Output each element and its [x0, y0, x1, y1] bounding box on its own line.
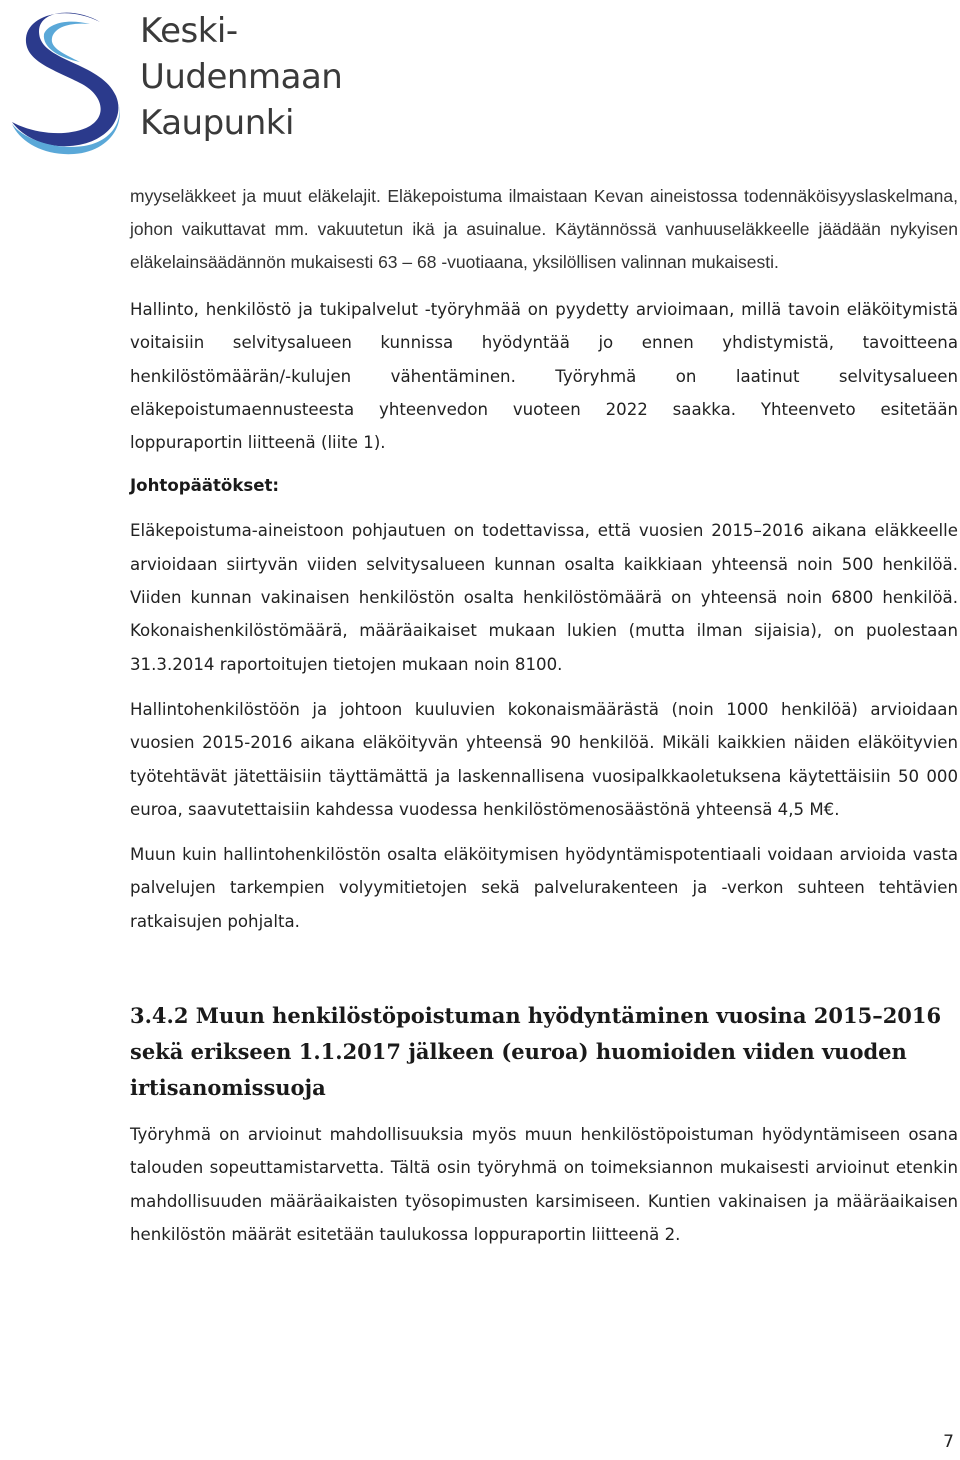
logo-line-2: Uudenmaan	[140, 57, 343, 97]
paragraph-working-group: Hallinto, henkilöstö ja tukipalvelut -työryhmää on pyydetty arvioimaan, millä tavoin eläköitymistä voitaisiin selvitysalueen kunnissa hyödyntää jo ennen yhdistymistä, tavoitteena henkilöstömäärän/-kulujen vähentäminen. Työryhmä on laatinut selvitysalueen eläkepoistumaennusteesta yhteenvedon vuoteen 2022 saakka. Yhteenveto esitetään loppuraportin liitteenä (liite 1).	[130, 300, 958, 453]
page-number: 7	[943, 1432, 954, 1452]
paragraph-pension-types: myyseläkkeet ja muut eläkelajit. Eläkepoistuma ilmaistaan Kevan aineistossa todennäköisyyslaskelmana, johon vaikuttavat mm. vakuutetun ikä ja asuinalue. Käytännössä vanhuuseläkkeelle jäädään nykyisen eläkelainsäädännön mukaisesti 63 – 68 -vuotiaana, yksilöllisen valinnan mukaisesti.	[130, 186, 958, 272]
paragraph-fixed-term-contracts: Työryhmä on arvioinut mahdollisuuksia myös muun henkilöstöpoistuman hyödyntämiseen osana talouden sopeuttamistarvetta. Tältä osin työryhmä on toimeksiannon mukaisesti arvioinut etenkin mahdollisuuden määräaikaisten työsopimusten karsimiseen. Kuntien vakinaisen ja määräaikaisen henkilöstön määrät esitetään taulukossa loppuraportin liitteenä 2.	[130, 1125, 958, 1244]
paragraph-admin-staff: Hallintohenkilöstöön ja johtoon kuuluvien kokonaismäärästä (noin 1000 henkilöä) arvioidaan vuosien 2015-2016 aikana eläköityvän yhteensä 90 henkilöä. Mikäli kaikkien näiden eläköityvien työtehtävät jätettäisiin täyttämättä ja laskennallisena vuosipalkkaoletuksena käytettäisiin 50 000 euroa, saavutettaisiin kahdessa vuodessa henkilöstömenosäästönä yhteensä 4,5 M€.	[130, 699, 958, 819]
logo-line-3: Kaupunki	[140, 103, 294, 143]
conclusions-heading: Johtopäätökset:	[130, 476, 280, 496]
swoosh-logo-icon	[4, 4, 134, 156]
paragraph-other-staff: Muun kuin hallintohenkilöstön osalta eläköitymisen hyödyntämispotentiaali voidaan arvioida vasta palvelujen tarkempien volyymitietojen sekä palvelurakenteen ja -verkon suhteen tehtävien ratkaisujen pohjalta.	[130, 845, 958, 931]
section-heading-3-4-2: 3.4.2 Muun henkilöstöpoistuman hyödyntäminen vuosina 2015–2016 sekä erikseen 1.1.2017 jälkeen (euroa) huomioiden viiden vuoden irtisanomissuoja	[130, 1003, 942, 1101]
paragraph-retirement-estimate: Eläkepoistuma-aineistoon pohjautuen on todettavissa, että vuosien 2015–2016 aikana eläkkeelle arvioidaan siirtyvän viiden selvitysalueen kunnan osalta kaikkiaan yhteensä noin 500 henkilöä. Viiden kunnan vakinaisen henkilöstön osalta henkilöstömäärä on yhteensä noin 6800 henkilöä. Kokonaishenkilöstömäärä, määräaikaiset mukaan lukien (mutta ilman sijaisia), on puolestaan 31.3.2014 raportoitujen tietojen mukaan noin 8100.	[130, 521, 958, 674]
logo-wordmark	[140, 8, 342, 146]
document-body	[130, 180, 958, 1251]
logo-line-1: Keski-	[140, 11, 238, 51]
logo	[4, 4, 343, 156]
